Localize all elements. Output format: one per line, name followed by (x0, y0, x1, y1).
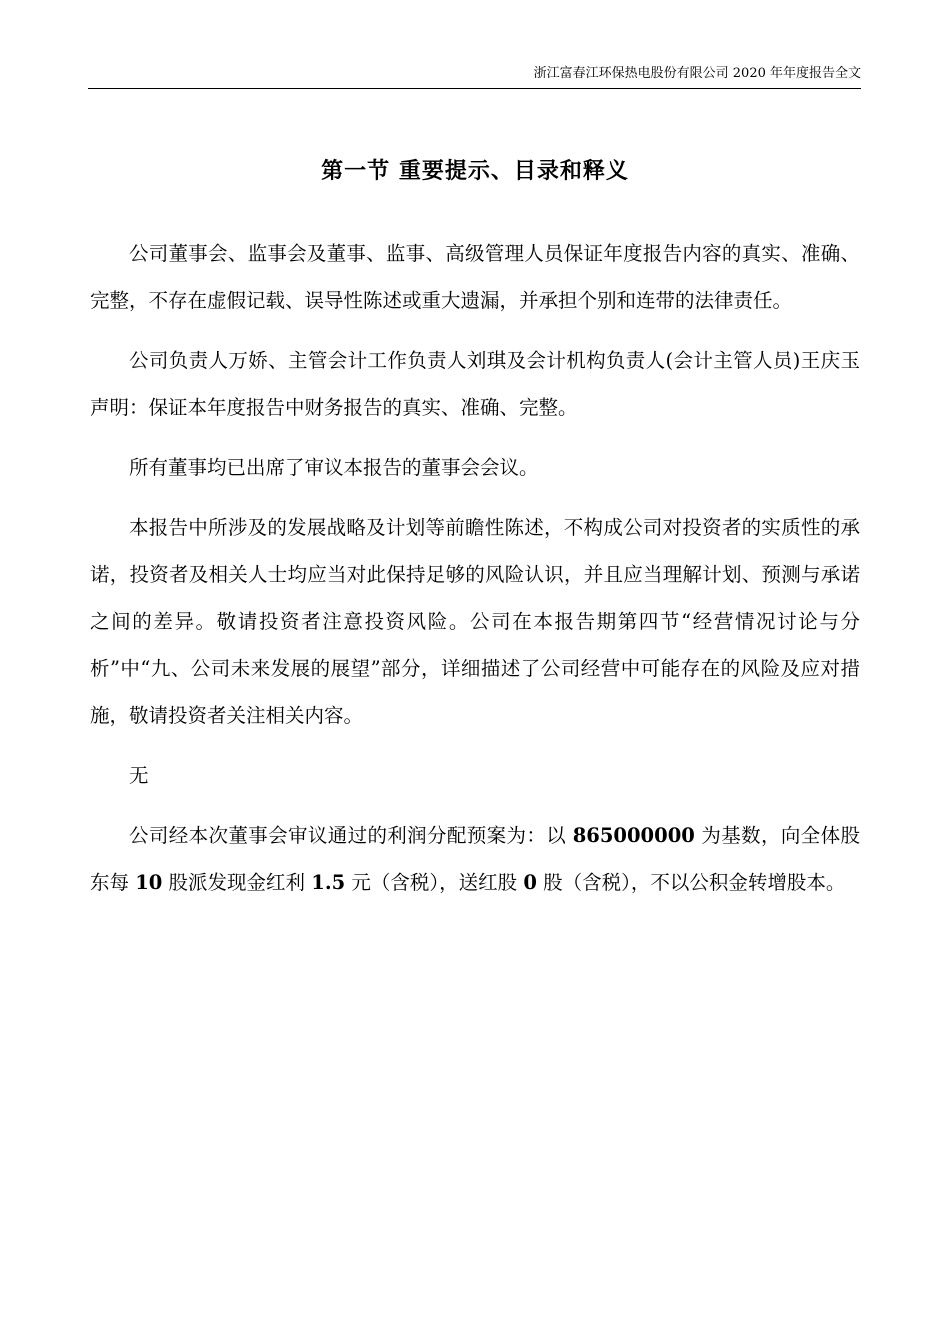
section-title: 第一节 重要提示、目录和释义 (321, 158, 629, 184)
dividend-base-shares: 865000000 (572, 824, 695, 847)
dividend-bonus-shares: 0 (523, 871, 537, 894)
paragraph-dividend-plan (90, 812, 860, 906)
dividend-text-2: 为基数，向全体股东每 (90, 824, 861, 894)
body-text (90, 230, 860, 919)
dividend-per-shares: 10 (135, 871, 163, 894)
dividend-text-3: 股派发现金红利 (162, 871, 312, 894)
dividend-text-1: 公司经本次董事会审议通过的利润分配预案为：以 (129, 824, 573, 847)
running-header: 浙江富春江环保热电股份有限公司 2020 年年度报告全文 (88, 66, 861, 89)
paragraph-attendance: 所有董事均已出席了审议本报告的董事会会议。 (129, 456, 539, 479)
paragraph-none: 无 (129, 764, 149, 787)
dividend-text-4: 元（含税），送红股 (345, 871, 524, 894)
dividend-text-5: 股（含税），不以公积金转增股本。 (536, 871, 846, 894)
dividend-cash-amount: 1.5 (311, 871, 346, 894)
paragraph-forward-looking: 本报告中所涉及的发展战略及计划等前瞻性陈述，不构成公司对投资者的实质性的承诺，投资者及相关人士均应当对此保持足够的风险认识，并且应当理解计划、预测与承诺之间的差异。敬请投资者注意投资风险。公司在本报告期第四节“经营情况讨论与分析”中“九、公司未来发展的展望”部分，详细描述了公司经营中可能存在的风险及应对措施，敬请投资者关注相关内容。 (90, 516, 860, 727)
paragraph-board-guarantee: 公司董事会、监事会及董事、监事、高级管理人员保证年度报告内容的真实、准确、完整，不存在虚假记载、误导性陈述或重大遗漏，并承担个别和连带的法律责任。 (90, 242, 860, 312)
paragraph-responsible-persons: 公司负责人万娇、主管会计工作负责人刘琪及会计机构负责人(会计主管人员)王庆玉声明：保证本年度报告中财务报告的真实、准确、完整。 (90, 349, 860, 419)
